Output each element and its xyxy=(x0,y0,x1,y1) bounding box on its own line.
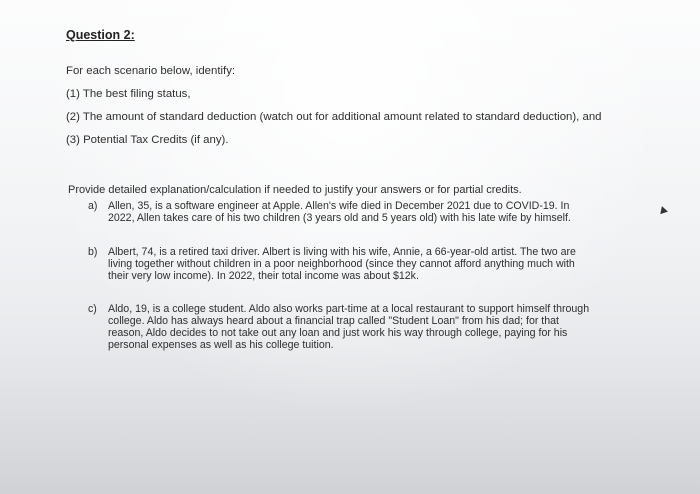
question-title: Question 2: xyxy=(66,28,135,42)
scenario-c-line-3: reason, Aldo decides to not take out any loan and just work his way through college, paying for his xyxy=(108,327,568,339)
mouse-pointer-icon xyxy=(658,205,668,214)
scenario-a-text xyxy=(108,200,628,224)
identify-item-3: (3) Potential Tax Credits (if any). xyxy=(66,134,229,146)
intro-text: For each scenario below, identify: xyxy=(66,65,236,77)
scenario-c-line-2: college. Aldo has always heard about a financial trap called "Student Loan" from his dad; for that xyxy=(108,315,559,327)
scenario-c-marker: c) xyxy=(88,303,97,315)
identify-item-1: (1) The best filing status, xyxy=(66,88,191,100)
scenario-a-line-1: Allen, 35, is a software engineer at Apple. Allen's wife died in December 2021 due to COVID-19. In xyxy=(108,200,570,212)
scenario-b-line-2: living together without children in a poor neighborhood (since they cannot afford anything much with xyxy=(108,258,575,270)
scenario-b-line-3: their very low income). In 2022, their total income was about $12k. xyxy=(108,270,419,282)
scenario-a-line-2: 2022, Allen takes care of his two children (3 years old and 5 years old) with his late wife by himself. xyxy=(108,212,571,224)
scenario-b-line-1: Albert, 74, is a retired taxi driver. Albert is living with his wife, Annie, a 66-year-old artist. The two are xyxy=(108,246,576,258)
scenario-c-line-4: personal expenses as well as his college tuition. xyxy=(108,339,334,351)
scenario-c-text xyxy=(108,303,633,351)
scenario-c-line-1: Aldo, 19, is a college student. Aldo also works part-time at a local restaurant to support himself through xyxy=(108,303,590,315)
scenario-a-marker: a) xyxy=(88,200,98,212)
scenario-b-marker: b) xyxy=(88,246,98,258)
identify-item-2: (2) The amount of standard deduction (watch out for additional amount related to standard deduction), and xyxy=(66,111,602,123)
scenario-b-text xyxy=(108,246,628,282)
instruction-text: Provide detailed explanation/calculation if needed to justify your answers or for partial credits. xyxy=(68,184,522,196)
